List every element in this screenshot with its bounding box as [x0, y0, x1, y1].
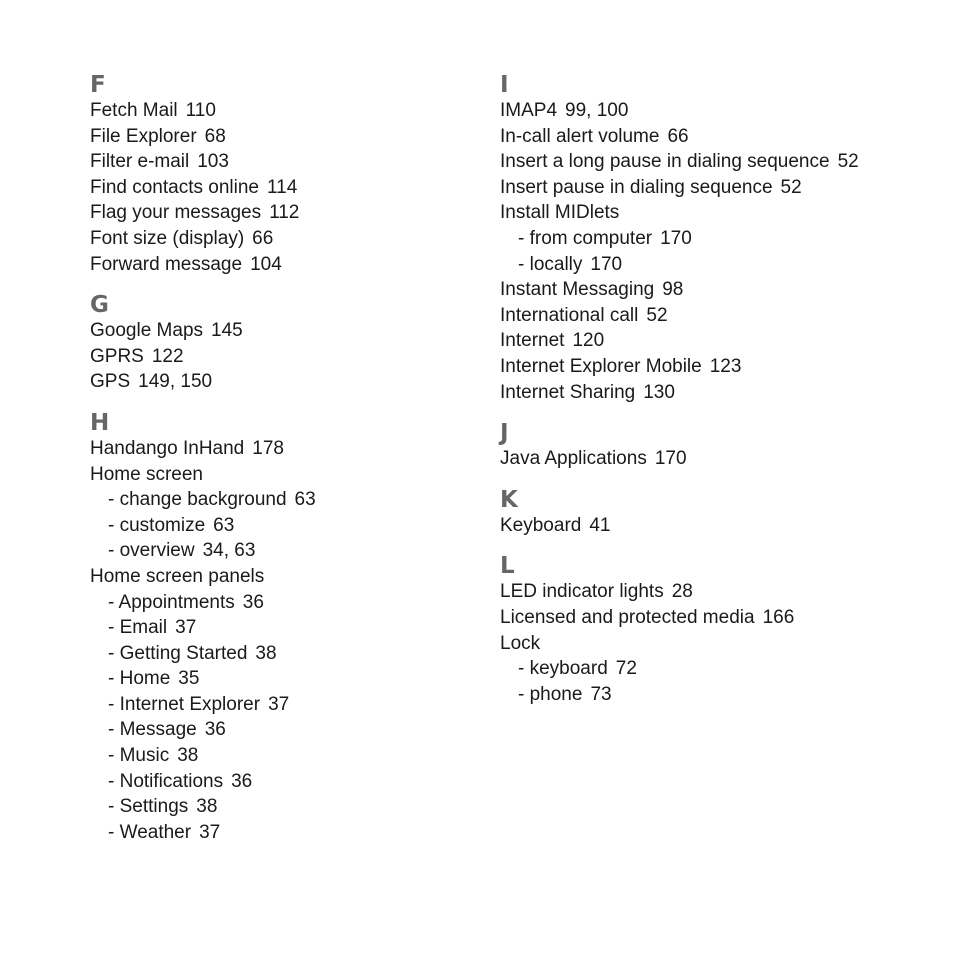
entry-page-numbers: 36 [204, 719, 226, 741]
index-section-k [500, 485, 940, 539]
entry-term: GPRS [90, 345, 144, 367]
index-subentry [90, 820, 470, 846]
entry-page-numbers: 37 [199, 821, 221, 843]
entry-page-numbers: 52 [780, 176, 802, 198]
entry-term: Internet [500, 330, 565, 352]
entry-page-numbers: 110 [185, 100, 216, 121]
entry-term: LED indicator lights [500, 581, 664, 603]
entry-page-numbers: 28 [671, 581, 693, 603]
index-entry [90, 200, 470, 226]
index-entry [500, 124, 940, 150]
index-entry [90, 369, 470, 395]
entry-page-numbers: 66 [667, 125, 689, 147]
entry-page-numbers: 34, 63 [202, 540, 256, 562]
entry-page-numbers: 99, 100 [565, 100, 629, 121]
index-subentry [90, 487, 470, 513]
entry-term: Forward message [90, 253, 243, 275]
entry-term: Install MIDlets [500, 202, 620, 224]
index-subentry [90, 794, 470, 820]
entry-page-numbers: 98 [662, 279, 684, 301]
index-entry [500, 175, 940, 201]
index-entry [500, 380, 940, 406]
entry-term: - Internet Explorer [108, 693, 261, 715]
section-letter-heading: H [90, 409, 110, 436]
entry-page-numbers: 37 [268, 693, 290, 715]
entry-page-numbers: 170 [654, 448, 687, 470]
entry-term: - from computer [518, 227, 653, 249]
entry-page-numbers: 130 [643, 381, 675, 403]
index-subentry [500, 226, 940, 252]
entry-term: - Notifications [108, 770, 224, 792]
entry-page-numbers: 122 [151, 345, 184, 367]
entry-page-numbers: 68 [204, 125, 226, 147]
index-entry [90, 175, 470, 201]
entry-page-numbers: 73 [590, 683, 612, 705]
entry-page-numbers: 103 [197, 151, 229, 173]
entry-page-numbers: 66 [252, 227, 274, 249]
entry-page-numbers: 114 [267, 176, 298, 198]
entry-page-numbers: 170 [660, 227, 692, 249]
entry-term: In-call alert volume [500, 125, 660, 147]
entry-term: Home screen [90, 463, 203, 485]
index-entry [500, 149, 940, 175]
index-subentry [500, 682, 940, 708]
index-subentry [500, 656, 940, 682]
entry-page-numbers: 38 [177, 745, 199, 767]
section-letter-heading: K [500, 486, 518, 513]
index-entry [90, 436, 470, 462]
entry-term: - keyboard [518, 658, 608, 680]
entry-term: - Settings [108, 796, 189, 818]
entry-page-numbers: 52 [837, 151, 859, 173]
entry-term: Handango InHand [90, 437, 245, 459]
entry-term: Font size (display) [90, 227, 245, 249]
entry-term: - customize [108, 514, 206, 536]
index-section-l [500, 551, 940, 707]
entry-term: Insert a long pause in dialing sequence [500, 151, 830, 173]
entry-term: Instant Messaging [500, 279, 655, 301]
index-subentry [90, 538, 470, 564]
entry-term: File Explorer [90, 125, 197, 147]
entry-term: Licensed and protected media [500, 606, 755, 628]
index-entry [500, 200, 940, 226]
index-subentry [500, 252, 940, 278]
index-entry [90, 124, 470, 150]
index-subentry [90, 717, 470, 743]
index-entry [90, 98, 470, 124]
entry-term: Internet Sharing [500, 381, 636, 403]
index-entry [500, 303, 940, 329]
entry-page-numbers: 38 [196, 796, 218, 818]
entry-term: - Weather [108, 821, 192, 843]
entry-term: Java Applications [500, 448, 647, 470]
entry-page-numbers: 38 [255, 642, 277, 664]
index-entry [90, 318, 470, 344]
index-column-right [500, 70, 940, 720]
entry-page-numbers: 36 [242, 591, 264, 613]
index-entry [500, 98, 940, 124]
entry-term: GPS [90, 371, 131, 393]
entry-term: Find contacts online [90, 176, 259, 198]
entry-page-numbers: 170 [590, 253, 623, 275]
index-column-left [90, 70, 470, 858]
entry-term: - Appointments [108, 591, 235, 613]
index-entry [500, 277, 940, 303]
section-letter-heading: J [500, 420, 509, 447]
index-entry [90, 462, 470, 488]
index-subentry [90, 513, 470, 539]
index-entry [90, 252, 470, 278]
entry-page-numbers: 145 [211, 320, 243, 342]
index-section-f [90, 70, 470, 277]
entry-term: Internet Explorer Mobile [500, 355, 702, 377]
index-subentry [90, 590, 470, 616]
index-entry [90, 344, 470, 370]
entry-term: Lock [500, 632, 541, 654]
index-subentry [90, 615, 470, 641]
entry-page-numbers: 52 [646, 304, 668, 326]
index-subentry [90, 692, 470, 718]
section-letter-heading: I [500, 72, 509, 98]
index-subentry [90, 769, 470, 795]
entry-page-numbers: 63 [213, 514, 235, 536]
index-entry [500, 579, 940, 605]
entry-page-numbers: 166 [762, 606, 795, 628]
entry-page-numbers: 120 [572, 330, 605, 352]
index-entry [90, 564, 470, 590]
entry-term: Insert pause in dialing sequence [500, 176, 773, 198]
entry-page-numbers: 72 [615, 658, 637, 680]
index-entry [500, 446, 940, 472]
entry-page-numbers: 104 [250, 253, 282, 275]
index-section-h [90, 408, 470, 846]
index-section-i [500, 70, 940, 405]
entry-page-numbers: 41 [589, 514, 611, 536]
entry-page-numbers: 149, 150 [138, 371, 213, 393]
entry-term: - overview [108, 540, 195, 562]
index-entry [90, 149, 470, 175]
index-entry [500, 328, 940, 354]
entry-term: - Email [108, 617, 168, 639]
entry-term: Keyboard [500, 514, 582, 536]
entry-term: - Music [108, 745, 170, 767]
index-subentry [90, 641, 470, 667]
index-section-g [90, 290, 470, 395]
entry-term: - Getting Started [108, 642, 248, 664]
entry-page-numbers: 35 [178, 668, 200, 690]
entry-term: International call [500, 304, 639, 326]
section-letter-heading: F [90, 72, 106, 98]
index-subentry [90, 666, 470, 692]
index-section-j [500, 418, 940, 472]
section-letter-heading: L [500, 553, 515, 580]
index-entry [500, 354, 940, 380]
entry-term: Fetch Mail [90, 100, 178, 121]
entry-term: - phone [518, 683, 583, 705]
entry-term: Flag your messages [90, 202, 262, 224]
entry-term: Filter e-mail [90, 151, 190, 173]
index-entry [500, 605, 940, 631]
entry-page-numbers: 112 [269, 202, 300, 224]
index-subentry [90, 743, 470, 769]
entry-page-numbers: 178 [252, 437, 284, 459]
entry-term: Google Maps [90, 320, 204, 342]
entry-page-numbers: 37 [175, 617, 197, 639]
index-entry [500, 513, 940, 539]
section-letter-heading: G [90, 292, 109, 319]
entry-term: IMAP4 [500, 100, 558, 121]
entry-page-numbers: 123 [709, 355, 742, 377]
entry-term: - Message [108, 719, 197, 741]
entry-term: - Home [108, 668, 171, 690]
entry-term: - change background [108, 489, 287, 511]
index-entry [500, 631, 940, 657]
entry-term: - locally [518, 253, 583, 275]
entry-page-numbers: 63 [294, 489, 316, 511]
entry-page-numbers: 36 [231, 770, 253, 792]
entry-term: Home screen panels [90, 565, 265, 587]
index-entry [90, 226, 470, 252]
